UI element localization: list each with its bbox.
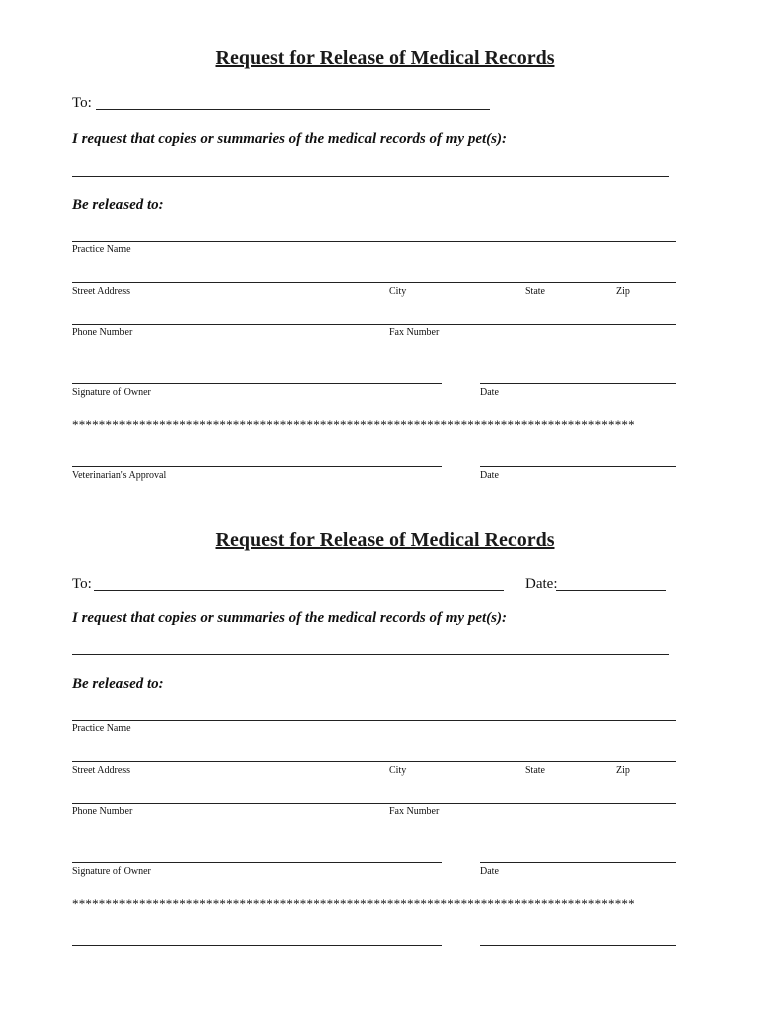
form-1-fax-number-label: Fax Number — [389, 327, 440, 338]
form-1-practice-name-field[interactable] — [72, 241, 676, 242]
form-2-practice-name-field[interactable] — [72, 720, 676, 721]
form-1-signature-owner-label: Signature of Owner — [72, 387, 151, 398]
form-1-released-to-label: Be released to: — [72, 197, 164, 213]
form-2-fax-number-label: Fax Number — [389, 806, 440, 817]
form-2-vet-date-field[interactable] — [480, 945, 676, 946]
form-2-released-to-label: Be released to: — [72, 676, 164, 692]
form-2-zip-label: Zip — [616, 765, 630, 776]
form-2-date-label: Date: — [525, 576, 558, 592]
form-1-to-label: To: — [72, 95, 92, 111]
form-1-vet-date-label: Date — [480, 470, 499, 481]
form-2-signature-owner-label: Signature of Owner — [72, 866, 151, 877]
form-2-to-label: To: — [72, 576, 92, 592]
form-2-city-label: City — [389, 765, 407, 776]
form-1-phone-fax-field[interactable] — [72, 324, 676, 325]
form-1-phone-number-label: Phone Number — [72, 327, 133, 338]
form-2-vet-approval-field[interactable] — [72, 945, 442, 946]
form-1-address-field[interactable] — [72, 282, 676, 283]
form-2-signature-date-field[interactable] — [480, 862, 676, 863]
form-2-address-field[interactable] — [72, 761, 676, 762]
form-2-date-field[interactable] — [556, 590, 666, 591]
form-2-street-address-label: Street Address — [72, 765, 131, 776]
form-1-to-field[interactable] — [96, 109, 490, 110]
form-1-title: Request for Release of Medical Records — [215, 47, 555, 69]
form-1-signature-field[interactable] — [72, 383, 442, 384]
form-2-practice-name-label: Practice Name — [72, 723, 131, 734]
form-2-title: Request for Release of Medical Records — [215, 529, 555, 551]
form-1-request-text: I request that copies or summaries of the medical records of my pet(s): — [72, 131, 507, 147]
form-1-zip-label: Zip — [616, 286, 630, 297]
form-2-signature-date-label: Date — [480, 866, 499, 877]
form-1-pets-field[interactable] — [72, 176, 669, 177]
form-1-vet-approval-label: Veterinarian's Approval — [72, 470, 167, 481]
form-2-separator: ************************************************************************************ — [72, 896, 635, 911]
form-1-street-address-label: Street Address — [72, 286, 131, 297]
form-2-phone-number-label: Phone Number — [72, 806, 133, 817]
form-1-signature-date-label: Date — [480, 387, 499, 398]
form-1-vet-approval-field[interactable] — [72, 466, 442, 467]
form-1-city-label: City — [389, 286, 407, 297]
form-2-request-text: I request that copies or summaries of the medical records of my pet(s): — [72, 610, 507, 626]
form-2-signature-field[interactable] — [72, 862, 442, 863]
form-1-state-label: State — [525, 286, 545, 297]
form-2-state-label: State — [525, 765, 545, 776]
form-1-practice-name-label: Practice Name — [72, 244, 131, 255]
form-1-signature-date-field[interactable] — [480, 383, 676, 384]
form-2-phone-fax-field[interactable] — [72, 803, 676, 804]
form-1-vet-date-field[interactable] — [480, 466, 676, 467]
form-2-to-field[interactable] — [94, 590, 504, 591]
form-2-pets-field[interactable] — [72, 654, 669, 655]
form-1-separator: ************************************************************************************ — [72, 417, 635, 432]
